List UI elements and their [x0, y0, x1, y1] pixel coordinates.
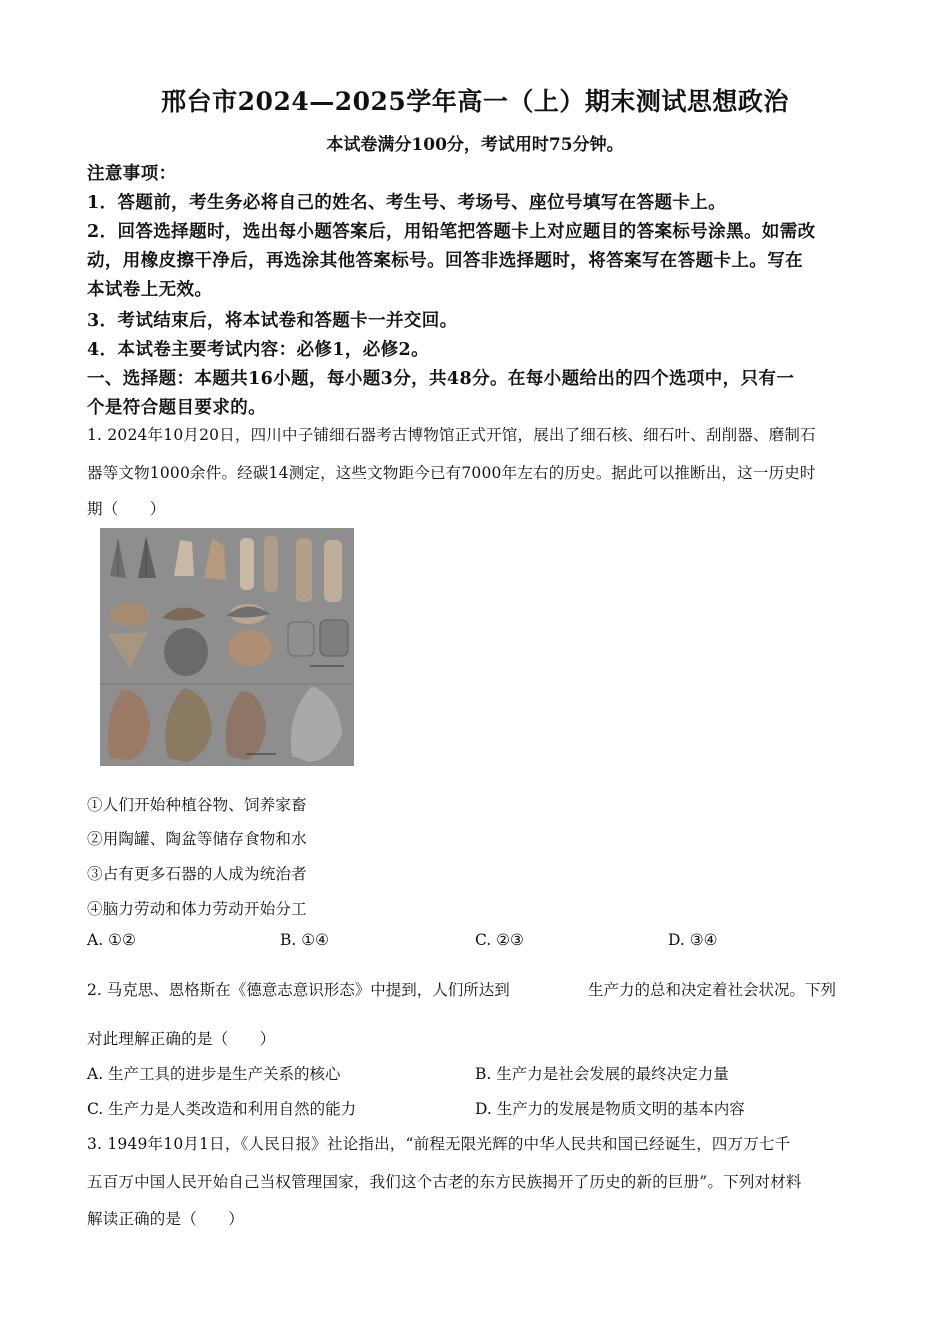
q1-stem-line-2: 器等文物1000余件。经碳14测定，这些文物距今已有7000年左右的历史。据此可以推断出，这一历史时: [87, 464, 816, 482]
q2-stem-line-1b: 生产力的总和决定着社会状况。下列: [588, 981, 837, 999]
q1-statement-4: ④脑力劳动和体力劳动开始分工: [87, 900, 307, 918]
q2-option-d: D. 生产力的发展是物质文明的基本内容: [475, 1100, 745, 1118]
q3-stem-line-3: 解读正确的是（ ）: [87, 1210, 245, 1228]
q1-stem-line-1: 1. 2024年10月20日，四川中子铺细石器考古博物馆正式开馆，展出了细石核、细石叶、刮削器、磨制石: [87, 426, 816, 444]
q1-stem-line-3: 期（ ）: [87, 500, 166, 518]
page-subtitle: 本试卷满分100分，考试用时75分钟。: [326, 135, 624, 155]
page-title: 邢台市2024—2025学年高一（上）期末测试思想政治: [161, 87, 789, 116]
notice-heading: 注意事项：: [87, 164, 177, 184]
notice-line-1: 1．答题前，考生务必将自己的姓名、考生号、考场号、座位号填写在答题卡上。: [87, 193, 727, 213]
q1-statement-1: ①人们开始种植谷物、饲养家畜: [87, 796, 307, 814]
q2-stem-line-2: 对此理解正确的是（ ）: [87, 1030, 276, 1048]
q2-option-b: B. 生产力是社会发展的最终决定力量: [475, 1065, 729, 1083]
section-heading-line-1: 一、选择题：本题共16小题，每小题3分，共48分。在每小题给出的四个选项中，只有一: [87, 369, 795, 389]
q1-option-b: B. ①④: [280, 931, 330, 949]
q1-option-d: D. ③④: [668, 931, 718, 949]
q1-statement-2: ②用陶罐、陶盆等储存食物和水: [87, 830, 307, 848]
q2-stem-line-1a: 2. 马克思、恩格斯在《德意志意识形态》中提到，人们所达到: [87, 981, 510, 999]
notice-line-6: 4．本试卷主要考试内容：必修1，必修2。: [87, 340, 430, 360]
q1-option-c: C. ②③: [475, 931, 524, 949]
notice-line-5: 3．考试结束后，将本试卷和答题卡一并交回。: [87, 311, 458, 331]
q1-option-a: A. ①②: [87, 931, 136, 949]
stone-tools-photo: [100, 528, 354, 766]
q3-stem-line-2: 五百万中国人民开始自己当权管理国家，我们这个古老的东方民族揭开了历史的新的巨册”。下列对材料: [87, 1173, 802, 1191]
q2-option-a: A. 生产工具的进步是生产关系的核心: [87, 1065, 341, 1083]
q2-option-c: C. 生产力是人类改造和利用自然的能力: [87, 1100, 357, 1118]
notice-line-4: 本试卷上无效。: [87, 280, 213, 300]
q1-statement-3: ③占有更多石器的人成为统治者: [87, 865, 307, 883]
section-heading-line-2: 个是符合题目要求的。: [87, 398, 266, 418]
notice-line-2: 2．回答选择题时，选出每小题答案后，用铅笔把答题卡上对应题目的答案标号涂黑。如需改: [87, 222, 816, 242]
q3-stem-line-1: 3. 1949年10月1日，《人民日报》社论指出，“前程无限光辉的中华人民共和国已经诞生，四万万七千: [87, 1135, 791, 1153]
notice-line-3: 动，用橡皮擦干净后，再选涂其他答案标号。回答非选择题时，将答案写在答题卡上。写在: [87, 251, 803, 271]
